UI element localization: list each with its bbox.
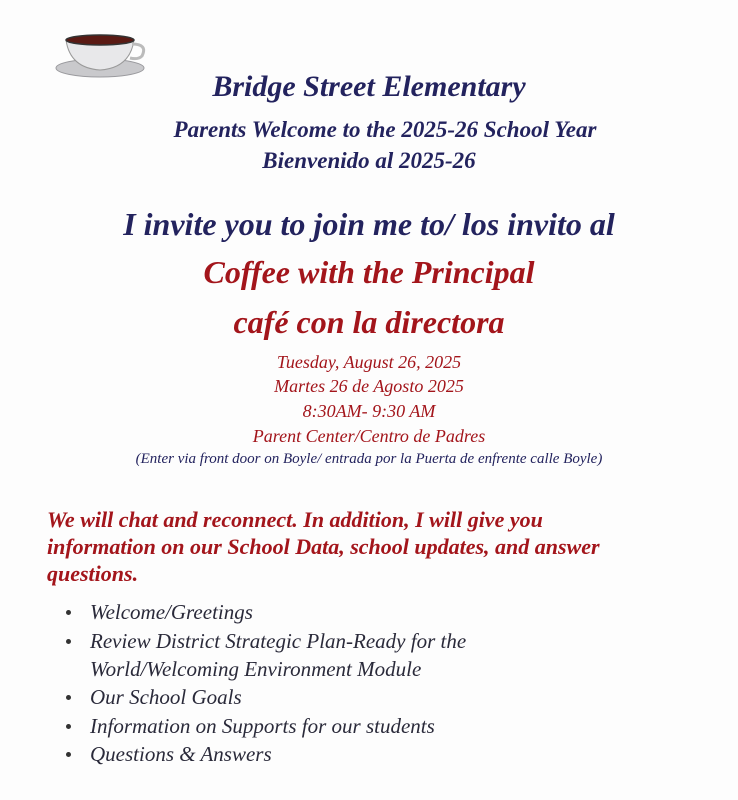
bullet-icon <box>66 752 71 757</box>
event-date-english: Tuesday, August 26, 2025 <box>276 352 462 372</box>
invite-line: I invite you to join me to/ los invito al <box>123 206 615 242</box>
bullet-icon <box>66 695 71 700</box>
event-time: 8:30AM- 9:30 AM <box>302 401 436 421</box>
bullet-icon <box>66 610 71 615</box>
entrance-note: (Enter via front door on Boyle/ entrada por la Puerta de enfrente calle Boyle) <box>135 451 603 467</box>
welcome-english: Parents Welcome to the 2025-26 School Year <box>173 117 597 142</box>
event-title-english: Coffee with the Principal <box>203 254 535 290</box>
bullet-icon <box>66 639 71 644</box>
event-location: Parent Center/Centro de Padres <box>252 426 486 446</box>
event-date-spanish: Martes 26 de Agosto 2025 <box>274 376 464 396</box>
message-line: We will chat and reconnect. In addition, I will give you <box>47 507 543 532</box>
bullet-icon <box>66 724 71 729</box>
welcome-spanish: Bienvenido al 2025-26 <box>262 148 476 173</box>
message-line: information on our School Data, school updates, and answer <box>47 534 600 559</box>
message-line: questions. <box>47 561 139 586</box>
school-name: Bridge Street Elementary <box>212 70 526 103</box>
event-title-spanish: café con la directora <box>233 304 505 340</box>
